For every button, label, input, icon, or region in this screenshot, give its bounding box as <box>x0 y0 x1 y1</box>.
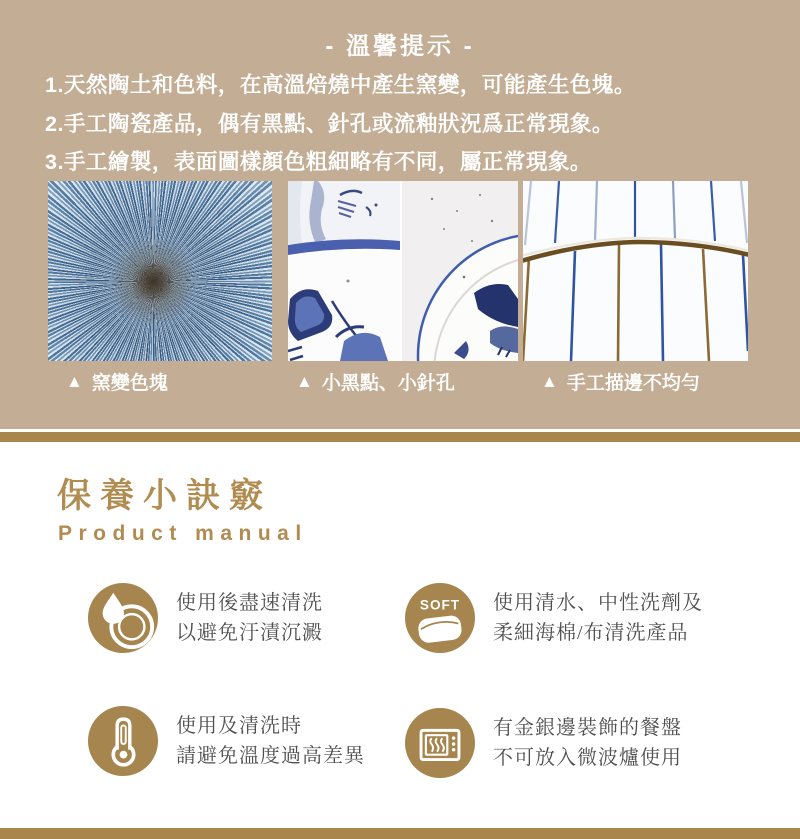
triangle-marker-icon: ▲ <box>541 371 558 391</box>
notice-text-block <box>45 66 636 182</box>
photo-captions-row <box>48 368 700 395</box>
kiln-change-starburst-photo <box>48 181 272 361</box>
notice-line-1: 1.天然陶土和色料，在高溫焙燒中產生窯變，可能產生色塊。 <box>45 73 636 97</box>
care-text-wash-soon <box>176 588 323 648</box>
thermometer-icon <box>88 706 158 776</box>
care-item-soft-sponge <box>405 583 703 653</box>
caption-label: 窯變色塊 <box>91 373 168 394</box>
manual-subtitle: Product manual <box>58 522 308 545</box>
notice-title: - 溫馨提示 - <box>325 33 475 60</box>
triangle-marker-icon: ▲ <box>66 371 83 391</box>
manual-title: 保養小訣竅 <box>57 477 272 515</box>
caption-label: 小黑點、小針孔 <box>321 373 455 394</box>
care-line: 有金銀邊裝飾的餐盤 <box>493 717 682 739</box>
care-line: 使用清水、中性洗劑及 <box>493 592 703 614</box>
drop-and-plate-icon <box>88 583 158 653</box>
care-text-soft-sponge <box>493 588 703 648</box>
caption-label: 手工描邊不均勻 <box>566 373 700 394</box>
care-line: 請避免溫度過高差異 <box>176 745 365 767</box>
triangle-marker-icon: ▲ <box>296 371 313 391</box>
caption-uneven-edge <box>523 368 700 395</box>
caption-black-dots-pinholes <box>288 368 523 395</box>
care-line: 以避免汙漬沉澱 <box>176 622 323 644</box>
care-text-microwave <box>493 713 682 773</box>
care-line: 柔細海棉/布清洗產品 <box>493 622 689 644</box>
care-line: 不可放入微波爐使用 <box>493 747 682 769</box>
caption-kiln-change <box>48 368 288 395</box>
care-item-temperature <box>88 706 365 776</box>
black-dots-pinholes-photo <box>288 181 518 361</box>
plate-rim-pinhole-photo <box>402 181 518 361</box>
section-divider-bar <box>0 432 800 442</box>
care-line: 使用及清洗時 <box>176 715 302 737</box>
cat-bowl-photo <box>288 181 400 361</box>
notice-line-3: 3.手工繪製，表面圖樣顏色粗細略有不同，屬正常現象。 <box>45 150 592 174</box>
microwave-icon <box>405 708 475 778</box>
care-item-wash-soon <box>88 583 323 653</box>
soft-sponge-icon <box>405 583 475 653</box>
footer-accent-bar <box>0 828 800 839</box>
care-item-microwave <box>405 708 682 778</box>
defect-example-photos <box>48 181 748 361</box>
care-text-temperature <box>176 711 365 771</box>
soft-label: SOFT <box>419 597 461 613</box>
notice-line-2: 2.手工陶瓷產品，偶有黑點、針孔或流釉狀況爲正常現象。 <box>45 111 614 136</box>
uneven-hand-painted-edge-photo <box>523 181 748 361</box>
care-line: 使用後盡速清洗 <box>176 592 323 614</box>
